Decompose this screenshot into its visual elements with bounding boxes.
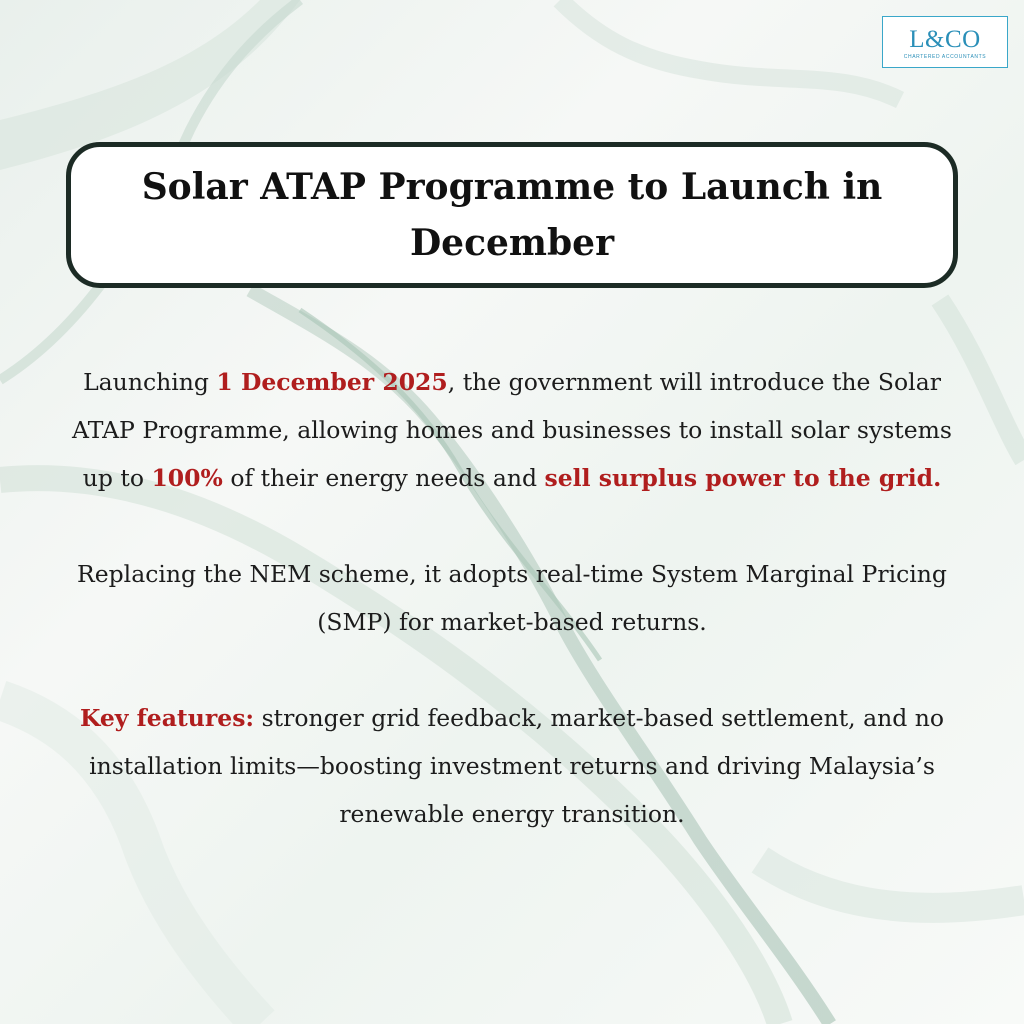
key-features-label: Key features: [79,704,255,732]
key-features-text: stronger grid feedback, market-based settlement, and no installation limits—boosting investment returns and driving Malaysia’s renewable energy transition. [89,704,945,828]
logo-wordmark: L&CO [909,26,981,53]
launch-text-1: Launching [83,368,217,396]
sell-surplus-highlight: sell surplus power to the grid. [544,464,942,492]
launch-text-3: of their energy needs and [222,464,545,492]
body-text [60,358,964,886]
paragraph-nem: Replacing the NEM scheme, it adopts real-time System Marginal Pricing (SMP) for market-based returns. [77,560,947,636]
title-box [66,142,958,288]
paragraph-features [60,694,964,838]
launch-text-2: , the government will introduce the Solar ATAP Programme, allowing homes and businesses to install solar systems up to [72,368,952,492]
percent-highlight: 100% [151,464,223,492]
launch-date-highlight: 1 December 2025 [216,368,448,396]
company-logo [882,16,1008,68]
logo-subtitle: CHARTERED ACCOUNTANTS [903,54,987,60]
page-title: Solar ATAP Programme to Launch in December [141,166,883,264]
paragraph-launch [60,358,964,502]
